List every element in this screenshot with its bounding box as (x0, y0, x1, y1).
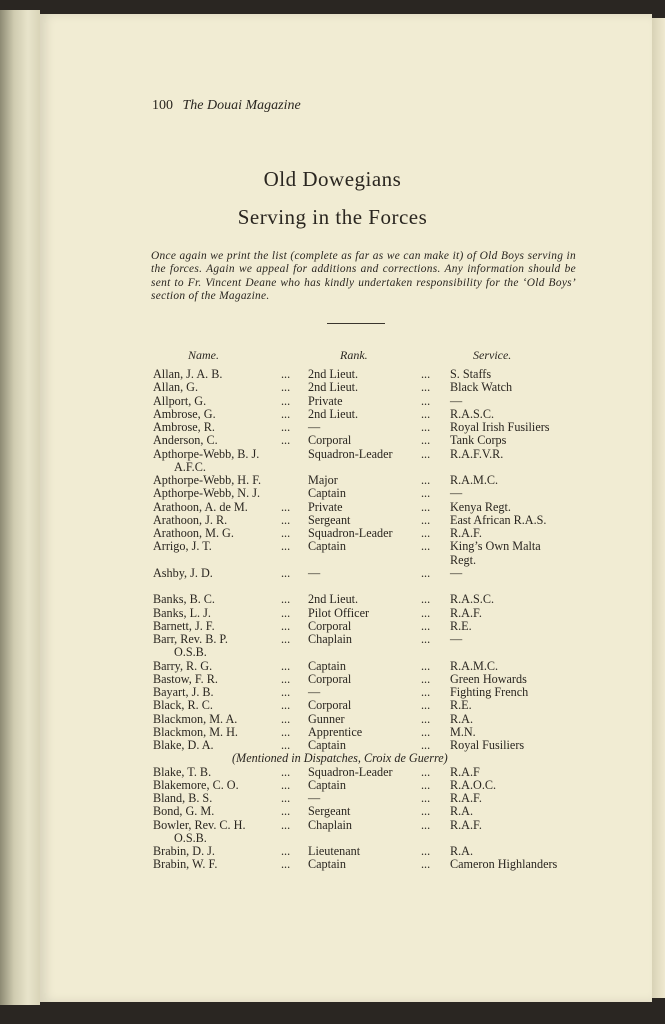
entry-name: Bland, B. S. (153, 791, 213, 805)
leader-dots: ... (281, 380, 291, 395)
table-row (0, 766, 665, 779)
table-row (0, 487, 665, 500)
table-row (0, 448, 665, 461)
entry-rank: Corporal (308, 671, 352, 686)
leader-dots: ... (281, 857, 291, 872)
entry-name: Blackmon, M. A. (153, 711, 238, 726)
leader-dots: ... (281, 539, 291, 554)
entry-rank: Squadron-Leader (308, 526, 393, 540)
leader-dots: ... (421, 380, 431, 395)
entry-service: Fighting French (450, 685, 529, 699)
entry-rank: Private (308, 499, 343, 514)
entry-service: R.E. (450, 618, 472, 633)
entry-name: Anderson, C. (153, 433, 218, 448)
entry-rank: Gunner (308, 711, 345, 726)
entry-rank: Sergeant (308, 804, 351, 819)
entry-name-continuation: O.S.B. (174, 830, 207, 845)
entry-name: Bowler, Rev. C. H. (153, 817, 246, 832)
entry-rank: Major (308, 473, 338, 487)
leader-dots: ... (281, 711, 291, 726)
name-continuation-row (0, 832, 665, 845)
table-row (0, 434, 665, 447)
entry-rank: Apprentice (308, 724, 363, 739)
entry-service: R.A.F.V.R. (450, 446, 504, 461)
entry-rank: 2nd Lieut. (308, 367, 359, 381)
leader-dots: ... (281, 393, 291, 408)
entry-rank: Captain (308, 738, 346, 752)
table-row (0, 593, 665, 606)
entry-service: R.A.F (450, 764, 480, 779)
leader-dots: ... (421, 777, 431, 792)
table-row (0, 540, 665, 553)
entry-rank: Lieutenant (308, 844, 361, 858)
leader-dots: ... (421, 539, 431, 554)
leader-dots: ... (421, 393, 431, 408)
entry-name: Brabin, W. F. (153, 857, 218, 872)
entry-name: Black, R. C. (153, 698, 213, 713)
name-continuation-row (0, 461, 665, 474)
leader-dots: ... (281, 844, 291, 858)
leader-dots: ... (281, 632, 291, 646)
entry-service: East African R.A.S. (450, 512, 547, 527)
entry-name: Arrigo, J. T. (153, 539, 212, 554)
column-header-rank: Rank. (340, 348, 368, 362)
leader-dots: ... (421, 724, 431, 739)
leader-dots: ... (421, 632, 431, 646)
entry-service: R.A.M.C. (450, 473, 499, 487)
leader-dots: ... (281, 764, 291, 779)
note-row (0, 752, 665, 765)
entry-rank: 2nd Lieut. (308, 380, 359, 395)
leader-dots: ... (421, 605, 431, 620)
entry-rank: Sergeant (308, 512, 351, 527)
leader-dots: ... (281, 671, 291, 686)
leader-dots: ... (281, 791, 291, 805)
table-row (0, 686, 665, 699)
entry-rank: Captain (308, 857, 346, 872)
entry-name: Barry, R. G. (153, 658, 213, 673)
entry-service: King’s Own Malta (450, 539, 541, 554)
leader-dots: ... (421, 738, 431, 752)
intro-paragraph: Once again we print the list (complete as far as we can make it) of Old Boys serving in the forces. Again we appeal for additions and corrections. Any information should be sent to Fr. Vincent Deane who has kindly undertaken responsibility for the ‘Old Boys’ section of the Magazine. (151, 250, 576, 302)
running-head (152, 98, 301, 114)
leader-dots: ... (421, 658, 431, 673)
entry-name: Apthorpe-Webb, B. J. (153, 446, 260, 461)
entry-service: R.A.F. (450, 526, 482, 540)
leader-dots: ... (281, 804, 291, 819)
entry-rank: Chaplain (308, 632, 353, 646)
table-row (0, 739, 665, 752)
table-row (0, 713, 665, 726)
leader-dots: ... (421, 698, 431, 713)
page-subtitle: Serving in the Forces (237, 205, 428, 229)
entry-rank: Captain (308, 777, 346, 792)
entry-service: Black Watch (450, 380, 513, 395)
entry-service: Green Howards (450, 671, 527, 686)
entry-name: Barnett, J. F. (153, 618, 215, 633)
table-row (0, 474, 665, 487)
entry-name: Apthorpe-Webb, N. J. (153, 486, 260, 501)
entry-rank: Pilot Officer (308, 605, 370, 620)
leader-dots: ... (421, 791, 431, 805)
leader-dots: ... (421, 406, 431, 421)
entry-name-continuation: A.F.C. (174, 459, 206, 474)
entry-name: Blake, T. B. (153, 764, 212, 779)
entry-name: Bond, G. M. (153, 804, 215, 819)
table-row (0, 567, 665, 580)
leader-dots: ... (421, 526, 431, 540)
entry-service: R.A.S.C. (450, 592, 495, 607)
leader-dots: ... (281, 367, 291, 381)
leader-dots: ... (281, 592, 291, 607)
entry-service: R.A.F. (450, 791, 482, 805)
leader-dots: ... (421, 685, 431, 699)
entry-rank: Chaplain (308, 817, 353, 832)
table-row (0, 381, 665, 394)
entry-service: R.A.O.C. (450, 777, 497, 792)
entry-service: R.E. (450, 698, 472, 713)
leader-dots: ... (421, 711, 431, 726)
leader-dots: ... (421, 671, 431, 686)
roster-list (0, 368, 665, 872)
entry-service: R.A.F. (450, 605, 482, 620)
entry-rank: 2nd Lieut. (308, 406, 359, 421)
entry-service: S. Staffs (450, 367, 492, 381)
entry-service: — (450, 632, 463, 646)
entry-name: Blackmon, M. H. (153, 724, 238, 739)
entry-name: Barr, Rev. B. P. (153, 632, 228, 646)
entry-service: R.A. (450, 844, 474, 858)
entry-name: Arathoon, A. de M. (153, 499, 248, 514)
entry-service: R.A. (450, 804, 474, 819)
leader-dots: ... (281, 777, 291, 792)
page-title: Old Dowegians (263, 167, 402, 191)
entry-note: (Mentioned in Dispatches, Croix de Guerre) (232, 751, 448, 766)
leader-dots: ... (421, 565, 431, 580)
table-row (0, 792, 665, 805)
leader-dots: ... (281, 526, 291, 540)
table-row (0, 805, 665, 818)
entry-name: Ambrose, G. (153, 406, 216, 421)
entry-service: Cameron Highlanders (450, 857, 558, 872)
section-rule (327, 323, 385, 324)
entry-name: Apthorpe-Webb, H. F. (153, 473, 262, 487)
entry-name: Brabin, D. J. (153, 844, 215, 858)
table-row (0, 633, 665, 646)
entry-service: — (450, 486, 463, 501)
entry-service: Royal Fusiliers (450, 738, 525, 752)
leader-dots: ... (421, 857, 431, 872)
table-row (0, 421, 665, 434)
leader-dots: ... (421, 592, 431, 607)
table-row (0, 607, 665, 620)
table-row (0, 660, 665, 673)
entry-service: — (450, 393, 463, 408)
entry-rank: — (308, 420, 321, 434)
leader-dots: ... (421, 420, 431, 434)
leader-dots: ... (421, 512, 431, 527)
leader-dots: ... (421, 618, 431, 633)
entry-name: Allan, J. A. B. (153, 367, 223, 381)
leader-dots: ... (421, 844, 431, 858)
table-row (0, 845, 665, 858)
page-number: 100 (152, 98, 173, 113)
leader-dots: ... (421, 446, 431, 461)
leader-dots: ... (421, 499, 431, 514)
entry-rank: Private (308, 393, 343, 408)
entry-name: Banks, B. C. (153, 592, 215, 607)
table-row (0, 726, 665, 739)
entry-name: Blakemore, C. O. (153, 777, 239, 792)
entry-name: Allport, G. (153, 393, 207, 408)
leader-dots: ... (281, 565, 291, 580)
entry-rank: 2nd Lieut. (308, 592, 359, 607)
table-row (0, 514, 665, 527)
entry-name: Arathoon, M. G. (153, 526, 234, 540)
leader-dots: ... (421, 486, 431, 501)
leader-dots: ... (421, 817, 431, 832)
row-spacer (0, 580, 665, 593)
entry-name: Ashby, J. D. (153, 565, 213, 580)
entry-rank: Squadron-Leader (308, 764, 393, 779)
entry-rank: Corporal (308, 698, 352, 713)
name-continuation-row (0, 646, 665, 659)
entry-service: R.A.M.C. (450, 658, 499, 673)
leader-dots: ... (421, 804, 431, 819)
entry-service: Kenya Regt. (450, 499, 511, 514)
entry-rank: Captain (308, 486, 346, 501)
table-row (0, 819, 665, 832)
entry-name: Bastow, F. R. (153, 671, 218, 686)
table-row (0, 395, 665, 408)
entry-name: Ambrose, R. (153, 420, 215, 434)
entry-name: Allan, G. (153, 380, 199, 395)
column-header-name: Name. (188, 348, 219, 362)
entry-service: — (450, 565, 463, 580)
entry-rank: Corporal (308, 618, 352, 633)
leader-dots: ... (281, 512, 291, 527)
leader-dots: ... (421, 433, 431, 448)
entry-name-continuation: O.S.B. (174, 645, 207, 660)
column-header-service: Service. (473, 348, 512, 362)
table-row (0, 620, 665, 633)
table-row (0, 858, 665, 871)
leader-dots: ... (281, 420, 291, 434)
leader-dots: ... (281, 738, 291, 752)
service-continuation-row (0, 554, 665, 567)
leader-dots: ... (421, 473, 431, 487)
table-row (0, 408, 665, 421)
leader-dots: ... (281, 605, 291, 620)
entry-name: Blake, D. A. (153, 738, 214, 752)
leader-dots: ... (281, 433, 291, 448)
leader-dots: ... (281, 658, 291, 673)
leader-dots: ... (281, 618, 291, 633)
table-row (0, 779, 665, 792)
table-row (0, 527, 665, 540)
entry-rank: Squadron-Leader (308, 446, 393, 461)
entry-service-continuation: Regt. (450, 552, 477, 567)
leader-dots: ... (281, 724, 291, 739)
leader-dots: ... (281, 817, 291, 832)
leader-dots: ... (281, 685, 291, 699)
entry-name: Bayart, J. B. (153, 685, 214, 699)
entry-service: Royal Irish Fusiliers (450, 420, 550, 434)
table-row (0, 368, 665, 381)
entry-rank: — (308, 791, 321, 805)
entry-service: M.N. (450, 724, 476, 739)
entry-rank: Corporal (308, 433, 352, 448)
table-row (0, 673, 665, 686)
entry-service: R.A.S.C. (450, 406, 495, 421)
leader-dots: ... (281, 499, 291, 514)
table-row (0, 699, 665, 712)
entry-rank: Captain (308, 658, 346, 673)
entry-service: Tank Corps (450, 433, 507, 448)
entry-rank: Captain (308, 539, 346, 554)
magazine-title: The Douai Magazine (182, 98, 301, 113)
entry-name: Banks, L. J. (153, 605, 211, 620)
table-row (0, 501, 665, 514)
entry-name: Arathoon, J. R. (153, 512, 228, 527)
entry-service: R.A. (450, 711, 474, 726)
leader-dots: ... (281, 406, 291, 421)
entry-rank: — (308, 565, 321, 580)
leader-dots: ... (281, 698, 291, 713)
entry-service: R.A.F. (450, 817, 482, 832)
leader-dots: ... (421, 764, 431, 779)
leader-dots: ... (421, 367, 431, 381)
entry-rank: — (308, 685, 321, 699)
